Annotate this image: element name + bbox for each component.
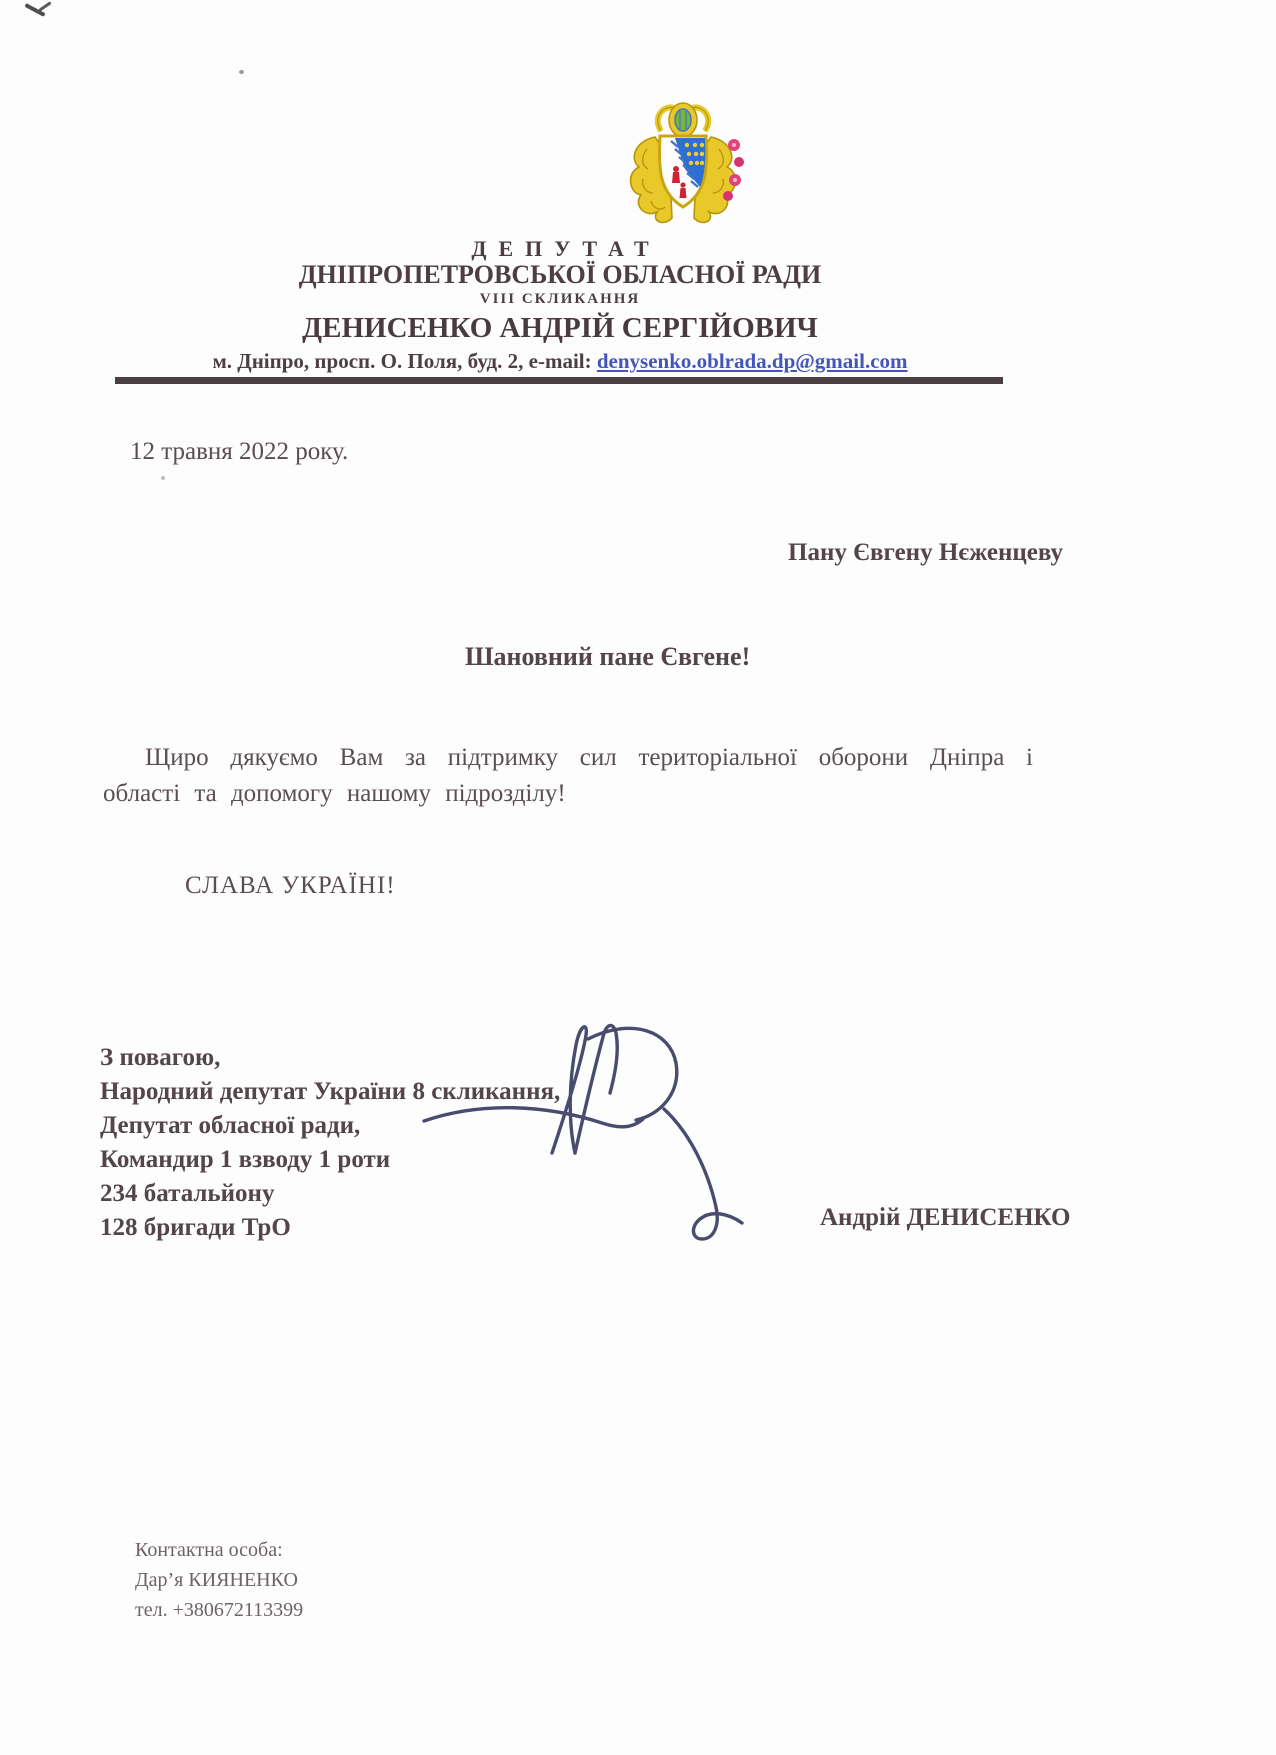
coat-of-arms-icon (621, 99, 745, 241)
scan-artifact-dot (161, 476, 165, 480)
signer-name: Андрій ДЕНИСЕНКО (820, 1204, 1071, 1231)
signoff-line: Народний депутат України 8 скликання, (100, 1078, 561, 1105)
contact-person: Дар’я КИЯНЕНКО (135, 1569, 298, 1591)
contact-block (135, 1535, 303, 1625)
signoff-line: 128 бригади ТрО (100, 1214, 291, 1241)
scan-artifact-mark (38, 1, 51, 11)
recipient-line: Пану Євгену Нєженцеву (788, 539, 1064, 566)
letter-date: 12 травня 2022 року. (130, 438, 349, 465)
letterhead-divider-rule (115, 377, 1003, 384)
signoff-line: Депутат обласної ради, (100, 1112, 361, 1139)
letterhead-deputy-name: ДЕНИСЕНКО АНДРІЙ СЕРГІЙОВИЧ (302, 312, 818, 344)
letterhead-convocation: VIII СКЛИКАННЯ (479, 291, 641, 307)
email-link[interactable]: denysenko.oblrada.dp@gmail.com (596, 349, 908, 373)
salutation-line: Шановний пане Євгене! (465, 642, 751, 671)
handwritten-signature (412, 1013, 768, 1265)
contact-heading: Контактна особа: (135, 1539, 283, 1561)
signoff-line: З повагою, (100, 1044, 221, 1071)
slogan-line: СЛАВА УКРАЇНІ! (185, 872, 396, 899)
address-text: м. Дніпро, просп. О. Поля, буд. 2, e-mail: (212, 349, 597, 373)
letterhead-address (58, 349, 1062, 374)
signoff-line: Командир 1 взводу 1 роти (100, 1146, 391, 1173)
letterhead-organization: ДНІПРОПЕТРОВСЬКОЇ ОБЛАСНОЇ РАДИ (298, 260, 822, 289)
letter-body-paragraph: Щиро дякуємо Вам за підтримку сил територіальної оборони Дніпра і області та допомогу нашому підрозділу! (103, 744, 1033, 807)
contact-phone: тел. +380672113399 (135, 1599, 304, 1621)
letterhead (58, 0, 1062, 400)
signoff-line: 234 батальйону (100, 1180, 275, 1207)
letterhead-title: ДЕПУТАТ (471, 236, 661, 261)
